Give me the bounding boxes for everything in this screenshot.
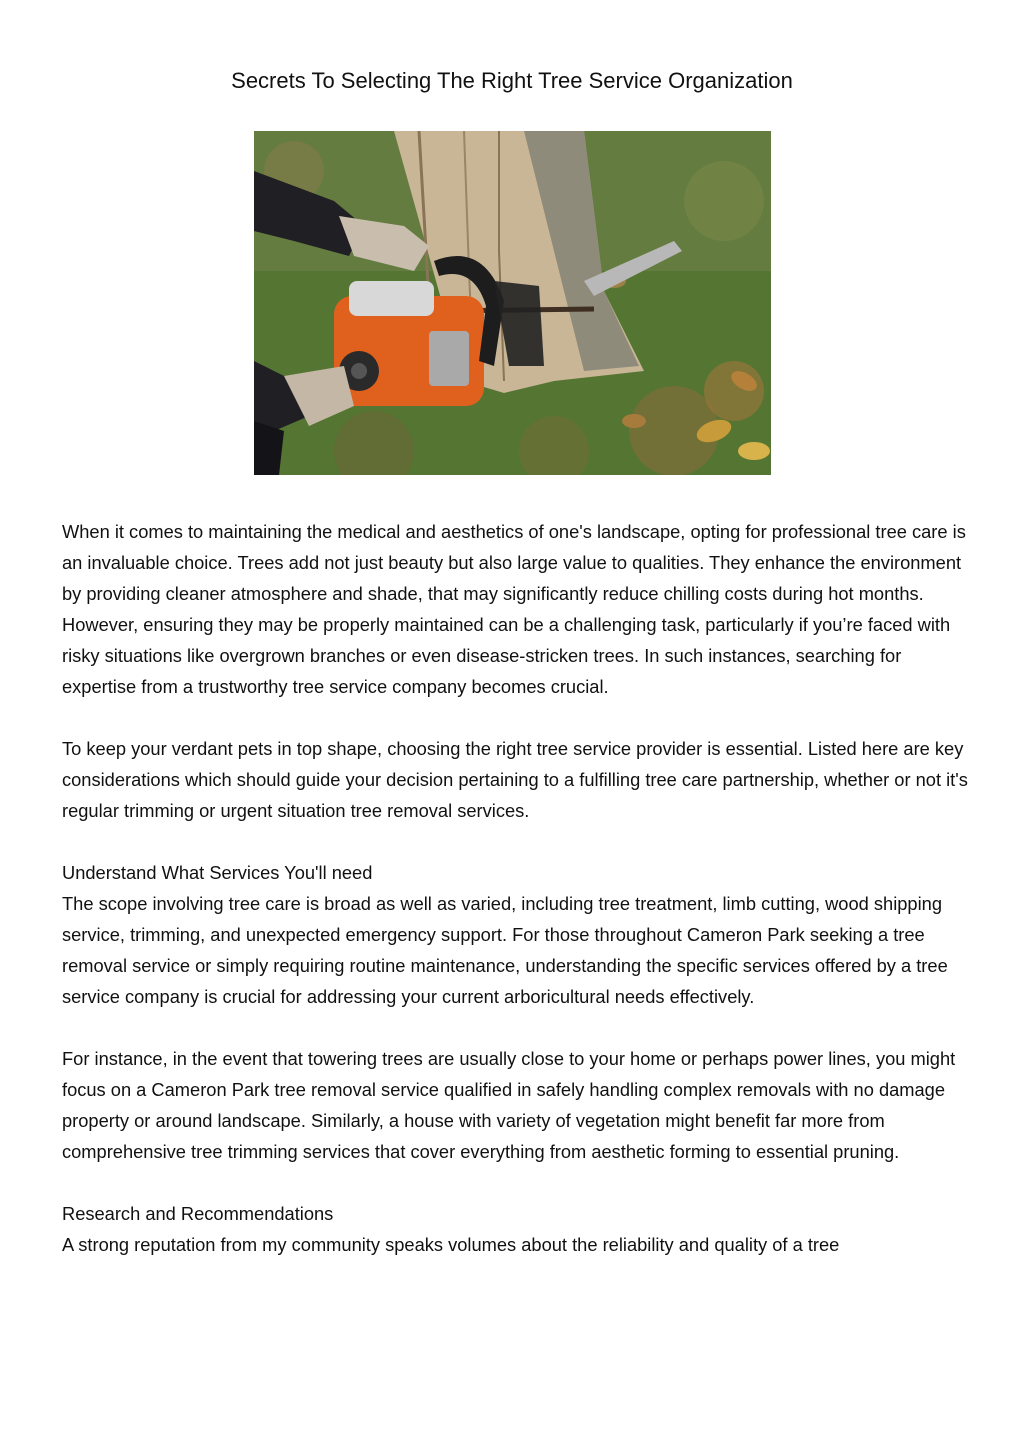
section-heading-services: Understand What Services You'll need bbox=[62, 862, 373, 883]
services-paragraph-2: For instance, in the event that towering trees are usually close to your home or perhaps power lines, you might focus on a Cameron Park tree removal service qualified in safely handling complex removals with no damage property or around landscape. Similarly, a house with variety of vegetation might benefit far more from comprehensive tree trimming services that cover everything from aesthetic forming to essential pruning. bbox=[62, 1048, 956, 1162]
chainsaw-tree-illustration bbox=[254, 131, 771, 475]
research-paragraph-1: A strong reputation from my community speaks volumes about the reliability and quality of a tree bbox=[62, 1234, 840, 1255]
article-body bbox=[62, 516, 972, 1291]
section-heading-research: Research and Recommendations bbox=[62, 1203, 334, 1224]
page-title: Secrets To Selecting The Right Tree Service Organization bbox=[231, 68, 793, 93]
intro-paragraph-1: When it comes to maintaining the medical and aesthetics of one's landscape, opting for professional tree care is an invaluable choice. Trees add not just beauty but also large value to qualities. They enhance the environment by providing cleaner atmosphere and shade, that may significantly reduce chilling costs during hot months. However, ensuring they may be properly maintained can be a challenging task, particularly if you’re faced with risky situations like overgrown branches or even disease-stricken trees. In such instances, searching for expertise from a trustworthy tree service company becomes crucial. bbox=[62, 521, 966, 697]
intro-paragraph-2: To keep your verdant pets in top shape, choosing the right tree service provider is essential. Listed here are key considerations which should guide your decision pertaining to a fulfilling tree care partnership, whether or not it's regular trimming or urgent situation tree removal services. bbox=[62, 738, 968, 821]
hero-image bbox=[254, 131, 771, 475]
services-paragraph-1: The scope involving tree care is broad as well as varied, including tree treatment, limb cutting, wood shipping service, trimming, and unexpected emergency support. For those throughout Cameron Park seeking a tree removal service or simply requiring routine maintenance, understanding the specific services offered by a tree service company is crucial for addressing your current arboricultural needs effectively. bbox=[62, 893, 948, 1007]
